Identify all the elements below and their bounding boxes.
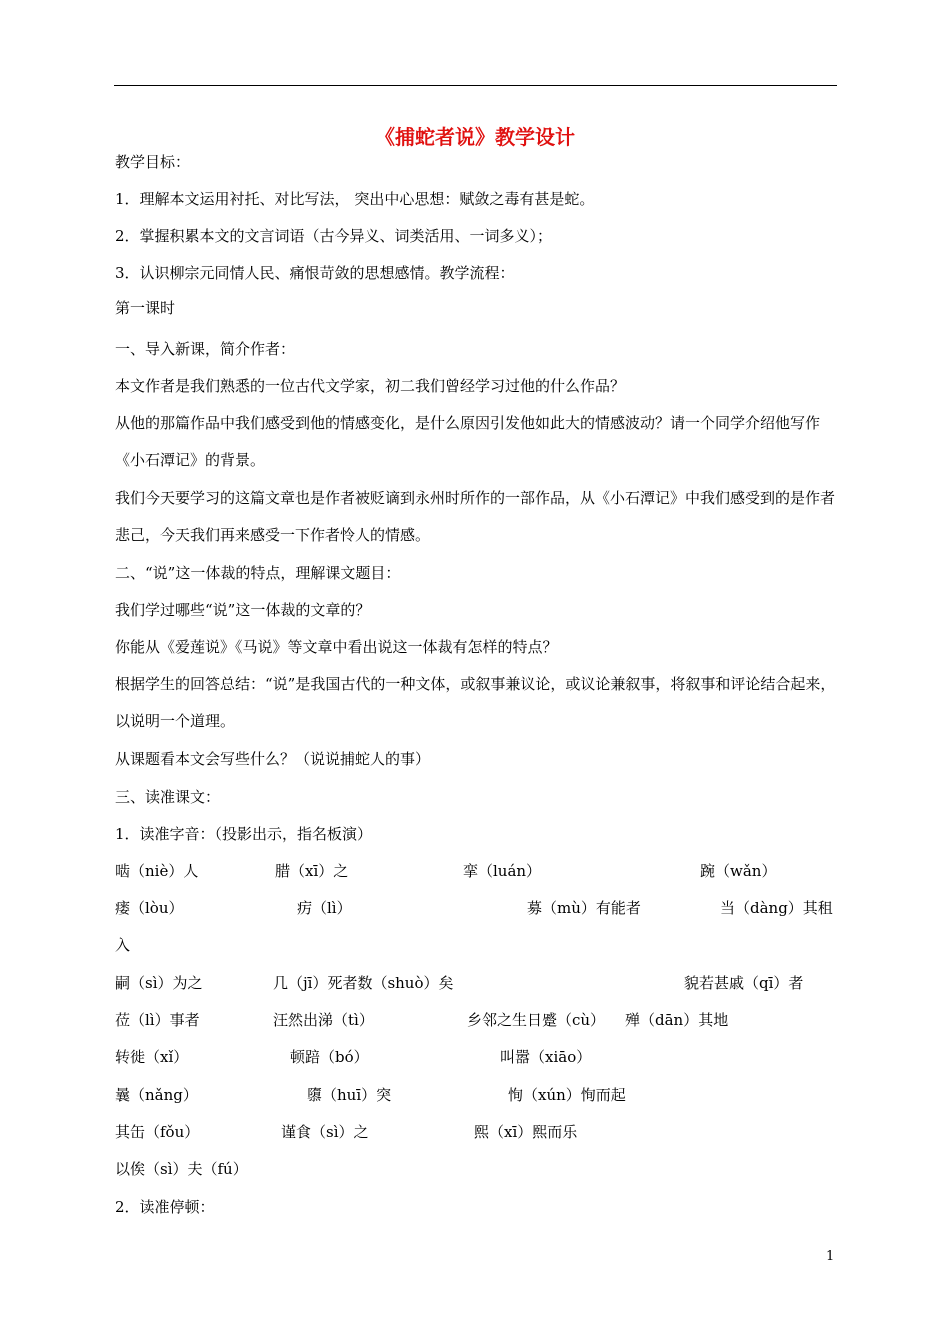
pronunciation-item: 募（mù）有能者 [527, 899, 641, 917]
pronunciation-item: 莅（lì）事者 [115, 1011, 200, 1029]
pronunciation-item: 顿踣（bó） [290, 1048, 369, 1066]
objectives-heading: 教学目标： [115, 153, 191, 171]
subheading: 1．读准字音：（投影出示，指名板演） [115, 825, 373, 843]
pronunciation-item: 貌若甚戚（qī）者 [684, 974, 804, 992]
pronunciation-item: 疠（lì） [297, 899, 352, 917]
pronunciation-item: 殚（dān）其地 [625, 1011, 729, 1029]
pronunciation-item: 瘘（lòu） [115, 899, 184, 917]
pronunciation-item: 挛（luán） [463, 862, 542, 880]
objective-item: 2．掌握积累本文的文言词语（古今异义、词类活用、一词多义）； [115, 227, 553, 245]
pronunciation-item: 踠（wǎn） [700, 862, 777, 880]
pronunciation-item: 当（dàng）其租 [720, 899, 833, 917]
objective-item: 3．认识柳宗元同情人民、痛恨苛敛的思想感情。教学流程： [115, 264, 515, 282]
pronunciation-item: 恂（xún）恂而起 [508, 1086, 626, 1104]
pronunciation-item: 谨食（sì）之 [281, 1123, 369, 1141]
pronunciation-item: 曩（nǎng） [115, 1086, 198, 1104]
pronunciation-item: 转徙（xǐ） [115, 1048, 189, 1066]
pronunciation-item: 其缶（fǒu） [115, 1123, 200, 1141]
paragraph: 本文作者是我们熟悉的一位古代文学家，初二我们曾经学习过他的什么作品？ [115, 377, 626, 395]
paragraph: 从他的那篇作品中我们感受到他的情感变化，是什么原因引发他如此大的情感波动？请一个同学介绍他写作《小石潭记》的背景。 [115, 414, 821, 469]
pronunciation-item: 熙（xī）熙而乐 [474, 1123, 578, 1141]
section-heading-1: 一、导入新课，简介作者： [115, 340, 296, 358]
pronunciation-item: 啮（niè）人 [115, 862, 199, 880]
document-title: 《捕蛇者说》教学设计 [375, 125, 575, 149]
objective-item: 1．理解本文运用衬托、对比写法， 突出中心思想：赋敛之毒有甚是蛇。 [115, 190, 595, 208]
pronunciation-item: 几（jī）死者数（shuò）矣 [273, 974, 454, 992]
pronunciation-item: 以俟（sì）夫（fú） [115, 1160, 248, 1178]
pronunciation-item: 乡邻之生日蹙（cù） [467, 1011, 606, 1029]
section-heading-2: 二、“说”这一体裁的特点，理解课文题目： [115, 564, 401, 582]
paragraph: 你能从《爱莲说》《马说》等文章中看出说这一体裁有怎样的特点？ [115, 638, 558, 656]
page-number: 1 [826, 1249, 835, 1264]
paragraph: 从课题看本文会写些什么？（说说捕蛇人的事） [115, 750, 431, 768]
pronunciation-item: 腊（xī）之 [275, 862, 349, 880]
pronunciation-item: 嗣（sì）为之 [115, 974, 203, 992]
pronunciation-item-wrap: 入 [115, 936, 131, 954]
paragraph: 我们学过哪些“说”这一体裁的文章的？ [115, 601, 371, 619]
paragraph: 我们今天要学习的这篇文章也是作者被贬谪到永州时所作的一部作品，从《小石潭记》中我们感受到的是作者悲己，今天我们再来感受一下作者怜人的情感。 [115, 489, 836, 544]
lesson-label: 第一课时 [115, 299, 176, 317]
subheading: 2．读准停顿： [115, 1198, 215, 1216]
paragraph: 根据学生的回答总结：“说”是我国古代的一种文体，或叙事兼议论，或议论兼叙事，将叙事和评论结合起来，以说明一个道理。 [115, 675, 836, 730]
section-heading-3: 三、读准课文： [115, 788, 221, 806]
header-rule [114, 85, 837, 86]
pronunciation-item: 隳（huī）突 [307, 1086, 392, 1104]
pronunciation-item: 叫嚣（xiāo） [500, 1048, 592, 1066]
pronunciation-item: 汪然出涕（tì） [273, 1011, 374, 1029]
